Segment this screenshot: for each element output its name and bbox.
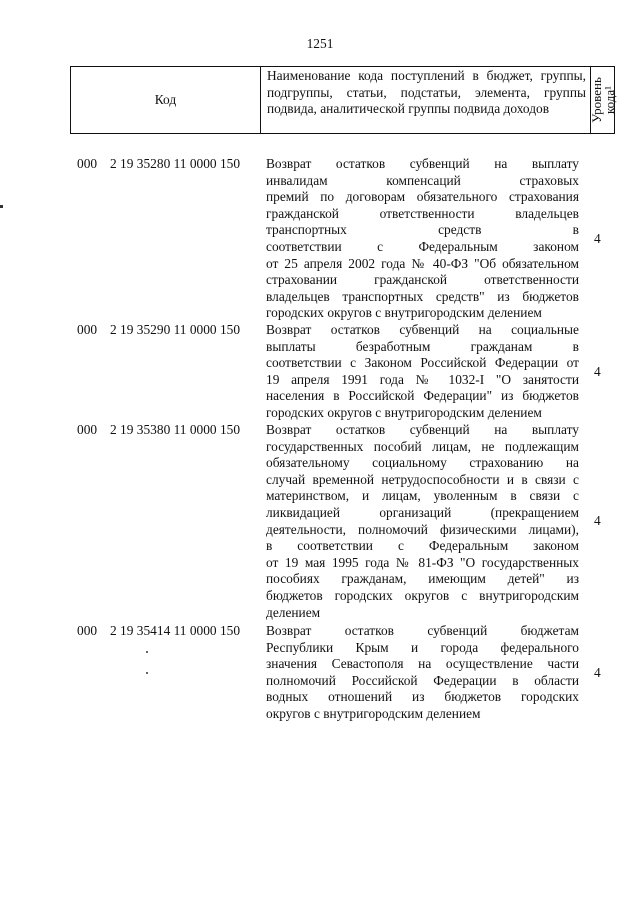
header-level-label xyxy=(590,77,616,123)
row-description-line: деятельности, полномочий физическими лицами), xyxy=(266,521,579,537)
row-revenue-code: 2 19 35290 11 0000 150 xyxy=(110,322,241,337)
scan-speck xyxy=(146,672,148,674)
row-description-line: страховании гражданской ответственности xyxy=(266,272,579,288)
header-level-label-line2: кода¹ xyxy=(601,85,617,115)
row-description-line: пособиях гражданам, имеющим детей" из xyxy=(266,571,579,587)
scan-margin-mark xyxy=(0,205,3,208)
row-description-line: соответствии с Федеральным законом xyxy=(266,238,579,254)
page-number: 1251 xyxy=(306,36,334,51)
row-description-line: населения в Российской Федерации" из бюджетов xyxy=(266,388,579,404)
scan-speck xyxy=(146,651,148,653)
row-description-line: премий по договорам обязательного страхования xyxy=(266,189,579,205)
row-description xyxy=(266,623,579,723)
row-description-line: Республики Крым и города федерального xyxy=(266,639,579,655)
row-description-line: от 19 мая 1995 года № 81-ФЗ "О государственных xyxy=(266,554,579,570)
row-admin-code: 000 xyxy=(77,322,98,337)
row-description xyxy=(266,156,579,322)
header-name-cell: Наименование кода поступлений в бюджет, группы, подгруппы, статьи, подстатьи, элемента, группы подвида, аналитической группы подвида доходов xyxy=(261,67,591,134)
row-description xyxy=(266,322,579,422)
row-description-line: инвалидам компенсаций страховых xyxy=(266,172,579,188)
row-description-line: в соответствии с Федеральным законом xyxy=(266,538,579,554)
row-description-line: гражданской ответственности владельцев xyxy=(266,205,579,221)
header-table xyxy=(70,66,615,134)
row-description xyxy=(266,422,579,621)
header-level-label-line1: Уровень xyxy=(588,77,604,123)
row-level: 4 xyxy=(594,513,601,528)
row-description-line: значения Севастополя на осуществление части xyxy=(266,656,579,672)
row-description-line: Возврат остатков субвенций бюджетам xyxy=(266,623,579,638)
row-revenue-code: 2 19 35380 11 0000 150 xyxy=(110,422,241,437)
row-description-line: государственных пособий лицам, не подлежащим xyxy=(266,438,579,454)
row-description-line: городских округов с внутригородским делением xyxy=(266,305,542,321)
row-description-line: транспортных средств в xyxy=(266,222,579,238)
row-description-line: материнством, и лицам, уволенным в связи с xyxy=(266,488,579,504)
row-description-line: округов с внутригородским делением xyxy=(266,705,481,721)
row-level: 4 xyxy=(594,231,601,246)
row-description-line: водных отношений из бюджетов городских xyxy=(266,689,579,705)
row-level: 4 xyxy=(594,665,601,680)
row-description-line: ликвидацией организаций (прекращением xyxy=(266,504,579,520)
row-description-line: Возврат остатков субвенций на социальные xyxy=(266,322,579,337)
row-admin-code: 000 xyxy=(77,623,98,638)
row-admin-code: 000 xyxy=(77,422,98,437)
row-description-line: Возврат остатков субвенций на выплату xyxy=(266,422,579,437)
row-description-line: владельцев транспортных средств" из бюджетов xyxy=(266,288,579,304)
row-description-line: городских округов с внутригородским делением xyxy=(266,404,542,420)
row-revenue-code: 2 19 35414 11 0000 150 xyxy=(110,623,241,638)
header-row xyxy=(71,67,615,134)
row-description-line: 19 апреля 1991 года № 1032-I "О занятости xyxy=(266,371,579,387)
row-description-line: соответствии с Законом Российской Федерации от xyxy=(266,355,579,371)
row-admin-code: 000 xyxy=(77,156,98,171)
row-description-line: от 25 апреля 2002 года № 40-ФЗ "Об обязательном xyxy=(266,255,579,271)
header-level-cell xyxy=(588,67,617,134)
row-description-line: делением xyxy=(266,604,321,620)
row-description-line: выплаты безработным гражданам в xyxy=(266,338,579,354)
row-description-line: случай временной нетрудоспособности и в связи с xyxy=(266,471,579,487)
row-description-line: бюджетов городских округов с внутригородским xyxy=(266,587,579,603)
row-revenue-code: 2 19 35280 11 0000 150 xyxy=(110,156,241,171)
row-description-line: Возврат остатков субвенций на выплату xyxy=(266,156,579,171)
row-description-line: обязательному социальному страхованию на xyxy=(266,455,579,471)
header-code-cell: Код xyxy=(71,67,261,134)
row-description-line: полномочий Российской Федерации в области xyxy=(266,672,579,688)
row-level: 4 xyxy=(594,364,601,379)
